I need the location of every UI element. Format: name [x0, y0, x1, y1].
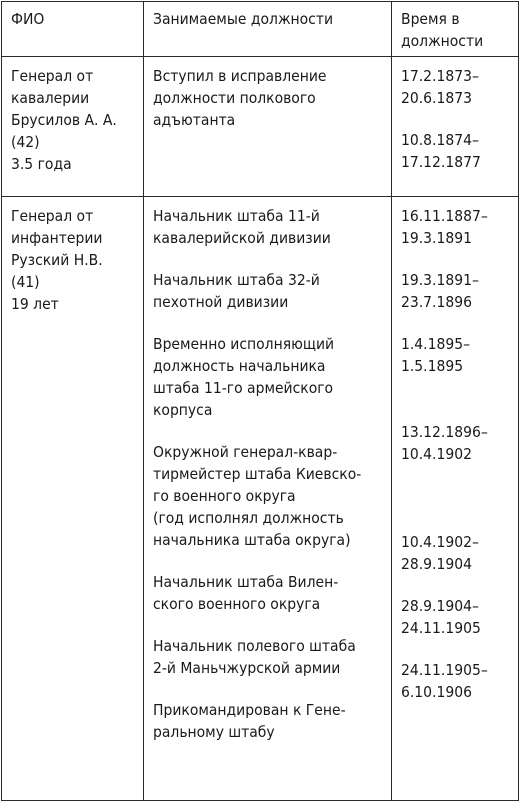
position-dates: 24.11.1905– 6.10.1906 [401, 661, 488, 701]
fio-text: Генерал от инфантерии Рузский Н.В. (41) 19 лет [11, 207, 103, 313]
position-title: Начальник полевого штаба 2-й Маньчжурской армии [153, 637, 356, 677]
positions-cell [144, 57, 392, 197]
position-dates: 10.8.1874– 17.12.1877 [401, 131, 481, 171]
fio-cell [2, 57, 144, 197]
header-positions [144, 2, 392, 57]
position-dates: 17.2.1873– 20.6.1873 [401, 67, 479, 107]
dates-cell [392, 57, 519, 197]
position-dates: 16.11.1887– 19.3.1891 [401, 207, 488, 247]
position-title: Начальник штаба Вилен- ского военного округа [153, 573, 339, 613]
positions-cell [144, 197, 392, 801]
table-header-row [2, 2, 519, 57]
fio-cell [2, 197, 144, 801]
position-title: Начальник штаба 11-й кавалерийской дивизии [153, 207, 331, 247]
header-dates-label: Время в должности [401, 10, 484, 50]
position-title: Временно исполняющий должность начальника штаба 11-го армейского корпуса [153, 335, 335, 419]
position-dates: 13.12.1896– 10.4.1902 [401, 423, 488, 463]
position-title: Начальник штаба 32-й пехотной дивизии [153, 271, 320, 311]
position-dates: 10.4.1902– 28.9.1904 [401, 533, 479, 573]
table-row [2, 197, 519, 801]
position-dates: 1.4.1895– 1.5.1895 [401, 335, 471, 375]
dates-cell [392, 197, 519, 801]
position-title: Прикомандирован к Гене- ральному штабу [153, 701, 346, 741]
header-dates [392, 2, 519, 57]
position-title: Вступил в исправление должности полкового адъютанта [153, 67, 327, 129]
header-fio [2, 2, 144, 57]
header-fio-label: ФИО [11, 10, 45, 28]
position-dates: 19.3.1891– 23.7.1896 [401, 271, 479, 311]
header-positions-label: Занимаемые должности [153, 10, 333, 28]
officer-career-table [1, 1, 519, 801]
table-row [2, 57, 519, 197]
position-dates: 28.9.1904– 24.11.1905 [401, 597, 481, 637]
position-title: Окружной генерал-квар- тирмейстер штаба Киевско- го военного округа (год исполнял должность начальника штаба округа) [153, 443, 362, 549]
fio-text: Генерал от кавалерии Брусилов А. А. (42) 3.5 года [11, 67, 117, 173]
